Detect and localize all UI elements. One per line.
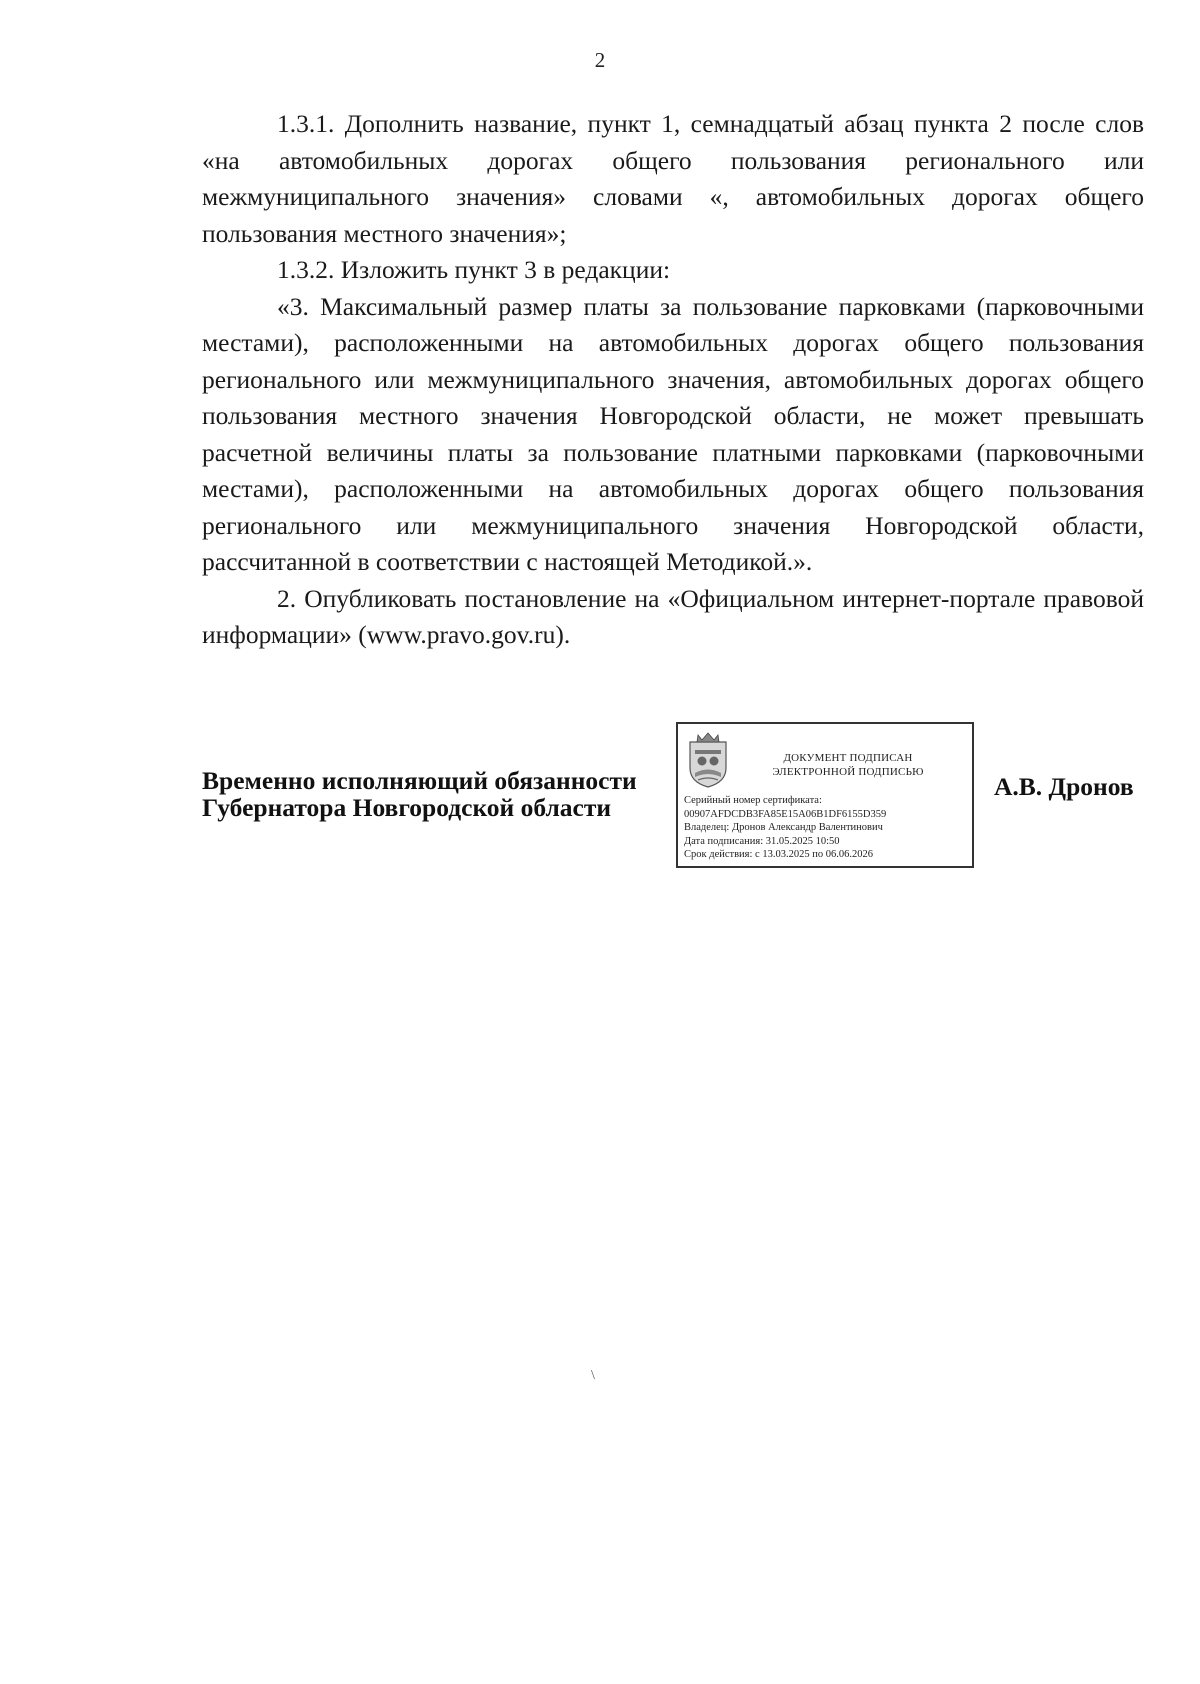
- e-signature-stamp: [676, 722, 974, 868]
- stamp-header: [748, 751, 948, 779]
- scan-mark: \: [591, 1368, 595, 1383]
- paragraph-point-3: «3. Максимальный размер платы за пользование парковками (парковочными местами), расположенными на автомобильных дорогах общего пользования регионального или межмуниципального значения, автомобильных дорогах общего пользования местного значения Новгородской области, не может превышать расчетной величины платы за пользование платными парковками (парковочными местами), расположенными на автомобильных дорогах общего пользования регионального или межмуниципального значения Новгородской области, рассчитанной в соответствии с настоящей Методикой.».: [202, 291, 1144, 576]
- certificate-number: 00907AFDCDB3FA85E15A06B1DF6155D359: [684, 808, 887, 820]
- paragraph-1-3-2: 1.3.2. Изложить пункт 3 в редакции:: [277, 255, 671, 284]
- stamp-details: [684, 794, 970, 862]
- signer-position-line-1: Временно исполняющий обязанности: [202, 766, 637, 795]
- certificate-validity: Срок действия: с 13.03.2025 по 06.06.2026: [684, 849, 873, 860]
- page-number: 2: [594, 48, 606, 72]
- paragraph-1-3-1: 1.3.1. Дополнить название, пункт 1, семнадцатый абзац пункта 2 после слов «на автомобильных дорогах общего пользования регионального или межмуниципального значения» словами «, автомобильных дорогах общего пользования местного значения»;: [202, 109, 1144, 248]
- novgorod-coat-of-arms-icon: [686, 730, 730, 790]
- paragraph-publish: 2. Опубликовать постановление на «Официальном интернет-портале правовой информации» (www.pravo.gov.ru).: [202, 583, 1144, 649]
- stamp-header-line-2: ЭЛЕКТРОННОЙ ПОДПИСЬЮ: [772, 766, 924, 778]
- stamp-header-line-1: ДОКУМЕНТ ПОДПИСАН: [783, 752, 913, 764]
- signer-position: [202, 767, 637, 821]
- signer-position-line-2: Губернатора Новгородской области: [202, 793, 612, 822]
- certificate-owner: Владелец: Дронов Александр Валентинович: [684, 822, 883, 833]
- signer-name: А.В. Дронов: [994, 772, 1134, 801]
- signing-date: Дата подписания: 31.05.2025 10:50: [684, 835, 840, 847]
- certificate-label: Серийный номер сертификата:: [684, 795, 822, 806]
- signature-block: [202, 722, 1144, 882]
- document-body: [202, 106, 1144, 654]
